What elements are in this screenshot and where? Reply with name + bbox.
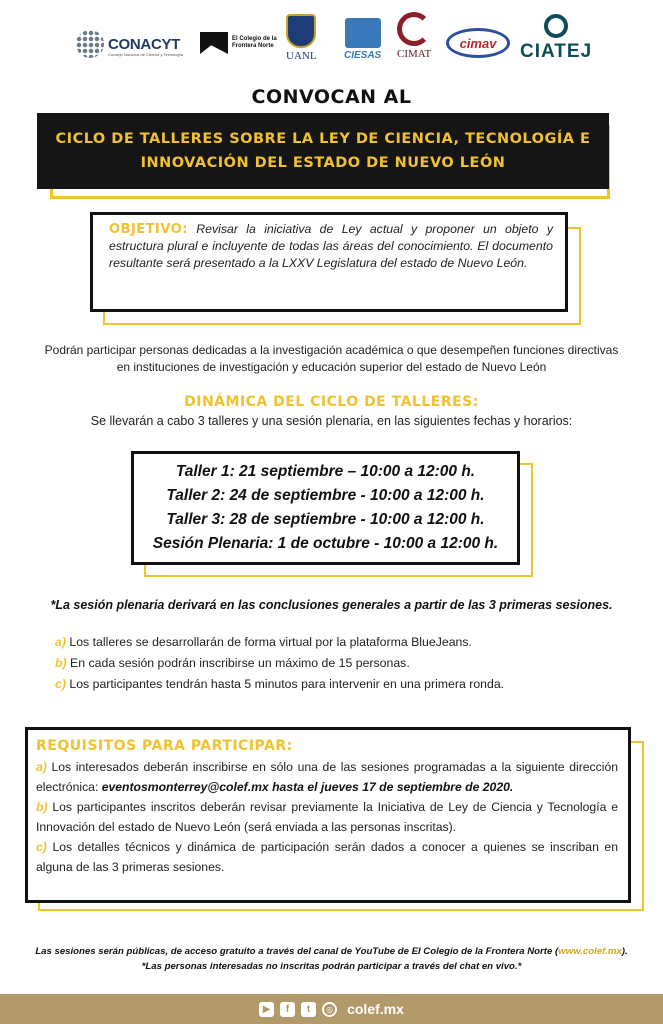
cimav-oval-icon (446, 28, 510, 58)
twitter-icon[interactable]: t (301, 1002, 316, 1017)
requisito-text: Los interesados deberán inscribirse en sólo una de las sesiones programadas a la siguiente dirección electrónica: (36, 760, 618, 794)
colef-logo (200, 32, 278, 54)
note-letter: c) (55, 677, 66, 691)
objetivo-text: Revisar la iniciativa de Ley actual y proponer un objeto y estructura plural e incluyente de todas las áreas del conocimiento. El documento resultante será presentado a la LXXV Legislatura del estado de Nuevo León. (109, 222, 553, 270)
footer-note (10, 944, 653, 974)
title-line-2: INNOVACIÓN DEL ESTADO DE NUEVO LEÓN (140, 155, 506, 171)
schedule-box (131, 451, 520, 565)
uanl-shield-icon (286, 14, 316, 48)
conacyt-logo (76, 30, 183, 58)
notes-list (55, 632, 615, 695)
requisito-letter: a) (36, 760, 47, 774)
requisito-text: Los participantes inscritos deberán revisar previamente la Iniciativa de Ley de Ciencia y Tecnología e Innovación del estado de Nuevo León (será enviada a las personas inscritas). (36, 800, 618, 834)
registration-email[interactable]: eventosmonterrey@colef.mx hasta el jueves 17 de septiembre de 2020. (101, 780, 514, 794)
colef-name: El Colegio de la Frontera Norte (232, 36, 277, 49)
note-letter: a) (55, 635, 66, 649)
cimav-logo (446, 28, 510, 58)
ciesas-logo (344, 18, 381, 61)
logos-header (0, 12, 663, 84)
requisitos-box (25, 727, 631, 903)
colef-mark-icon (200, 32, 228, 54)
ciatej-logo (520, 14, 592, 63)
schedule-item: Taller 3: 28 de septiembre - 10:00 a 12:00 h. (166, 511, 485, 528)
footer-line-1-end: ). (621, 946, 628, 957)
title-box (37, 113, 609, 189)
site-link[interactable]: colef.mx (347, 1001, 404, 1017)
requisitos-title: REQUISITOS PARA PARTICIPAR: (36, 738, 293, 754)
schedule-item: Sesión Plenaria: 1 de octubre - 10:00 a 12:00 h. (152, 535, 499, 552)
participants-line-1: Podrán participar personas dedicadas a la investigación académica o que desempeñen funciones directivas (44, 343, 619, 357)
conacyt-name: CONACYT (108, 35, 181, 53)
instagram-icon[interactable]: ◎ (322, 1002, 337, 1017)
cimat-logo (397, 12, 431, 60)
footer-line-1 (10, 944, 653, 959)
note-text: Los participantes tendrán hasta 5 minutos para intervenir en una primera ronda. (69, 677, 505, 691)
note-item (55, 632, 615, 653)
ciesas-emblem-icon (345, 18, 381, 48)
plenaria-note: *La sesión plenaria derivará en las conclusiones generales a partir de las 3 primeras sesiones. (50, 598, 613, 612)
conacyt-dots-icon (76, 30, 104, 58)
conacyt-subtitle: Consejo Nacional de Ciencia y Tecnología (108, 52, 183, 57)
ciesas-name: CIESAS (344, 50, 382, 61)
participants-text (20, 342, 643, 376)
ciatej-ring-icon (544, 14, 568, 38)
requisito-letter: c) (36, 840, 47, 854)
objetivo-label: OBJETIVO: (109, 222, 188, 237)
schedule-item: Taller 1: 21 septiembre – 10:00 a 12:00 h. (175, 463, 476, 480)
social-links (259, 1001, 404, 1017)
ciatej-name: CIATEJ (520, 41, 593, 62)
cimat-emblem-icon (397, 12, 431, 46)
requisito-c (36, 837, 618, 877)
note-text: Los talleres se desarrollarán de forma virtual por la plataforma BlueJeans. (69, 635, 472, 649)
footer-line-1-text: Las sesiones serán públicas, de acceso gratuito a través del canal de YouTube de El Colegio de la Frontera Norte ( (35, 946, 559, 957)
requisito-b (36, 797, 618, 837)
participants-line-2: en instituciones de investigación y educación superior del estado de Nuevo León (116, 360, 547, 374)
title-line-1: CICLO DE TALLERES SOBRE LA LEY DE CIENCIA, TECNOLOGÍA E (55, 131, 591, 147)
footer-line-2: *Las personas interesadas no inscritas podrán participar a través del chat en vivo.* (141, 961, 522, 972)
objetivo-paragraph (109, 221, 553, 272)
facebook-icon[interactable]: f (280, 1002, 295, 1017)
youtube-icon[interactable]: ▶ (259, 1002, 274, 1017)
uanl-name: UANL (286, 50, 317, 62)
note-item (55, 674, 615, 695)
colef-url-link[interactable]: www.colef.mx (558, 946, 622, 957)
note-text: En cada sesión podrán inscribirse un máximo de 15 personas. (70, 656, 410, 670)
cimav-name: cimav (459, 35, 497, 51)
convocan-heading: CONVOCAN AL (251, 86, 412, 108)
requisito-a (36, 757, 618, 797)
uanl-logo (286, 14, 317, 62)
note-letter: b) (55, 656, 67, 670)
schedule-item: Taller 2: 24 de septiembre - 10:00 a 12:00 h. (166, 487, 485, 504)
dinamica-subtitle: Se llevarán a cabo 3 talleres y una sesión plenaria, en las siguientes fechas y horarios: (90, 414, 573, 428)
note-item (55, 653, 615, 674)
requisito-text: Los detalles técnicos y dinámica de participación serán dados a conocer a quienes se inscriban en alguna de las 3 primeras sesiones. (36, 840, 618, 874)
requisito-letter: b) (36, 800, 48, 814)
bottom-bar (0, 994, 663, 1024)
cimat-name: CIMAT (397, 48, 432, 60)
dinamica-title: DINÁMICA DEL CICLO DE TALLERES: (184, 394, 479, 410)
objetivo-box (90, 212, 568, 312)
